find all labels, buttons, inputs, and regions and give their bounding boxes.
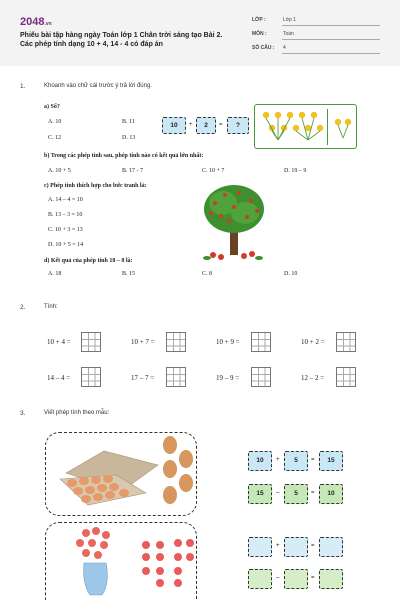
- q3-ex4-box-a[interactable]: [248, 569, 272, 589]
- q2-answer-grid-1[interactable]: [81, 332, 101, 352]
- q1a-option-a[interactable]: A. 10: [48, 119, 62, 125]
- q1-number: 1.: [20, 83, 26, 90]
- worksheet-header: [0, 0, 400, 66]
- q1-instruction: Khoanh vào chữ cái trước ý trả lời đúng.: [44, 83, 152, 89]
- q2-answer-grid-3[interactable]: [251, 332, 271, 352]
- q1d-option-d[interactable]: D. 10: [284, 271, 298, 277]
- q1a-option-b[interactable]: B. 11: [122, 119, 135, 125]
- q1b-option-c[interactable]: C. 10 + 7: [202, 168, 225, 174]
- q3-ex1-op2: =: [311, 457, 315, 463]
- q2-expr-8: 12 – 2 =: [301, 374, 325, 382]
- q2-expr-5: 14 – 4 =: [47, 374, 71, 382]
- q3-ex1-box-c: 15: [319, 451, 343, 471]
- q2-answer-grid-4[interactable]: [336, 332, 356, 352]
- q3-ex4-box-b[interactable]: [284, 569, 308, 589]
- q1a-op-plus: +: [189, 122, 193, 128]
- q3-ex4-op2: =: [311, 575, 315, 581]
- q2-expr-4: 10 + 2 =: [301, 338, 325, 346]
- q1d-option-b[interactable]: B. 15: [122, 271, 136, 277]
- meta-class: LỚP : Lớp 1: [252, 17, 297, 23]
- q1c-option-b[interactable]: B. 13 – 3 = 10: [48, 212, 83, 218]
- q1a-box-1: 10: [162, 117, 186, 134]
- eggs-picture-panel: [45, 432, 197, 516]
- q1d-label: d) Kết quả của phép tính 18 – 8 là:: [44, 258, 133, 264]
- q1a-option-c[interactable]: C. 12: [48, 135, 62, 141]
- q1b-label: b) Trong các phép tính sau, phép tính nào có kết quả lớn nhất:: [44, 153, 204, 159]
- q2-answer-grid-2[interactable]: [166, 332, 186, 352]
- q3-ex4-box-c[interactable]: [319, 569, 343, 589]
- q2-instruction: Tính:: [44, 304, 58, 310]
- q1a-option-d[interactable]: D. 13: [122, 135, 136, 141]
- q3-ex1-box-a: 10: [248, 451, 272, 471]
- site-logo[interactable]: 2048.vn: [20, 16, 52, 28]
- q3-ex2-op2: =: [311, 490, 315, 496]
- q3-ex4-op1: –: [276, 575, 280, 581]
- q1c-option-a[interactable]: A. 14 – 4 = 10: [48, 197, 83, 203]
- q2-expr-6: 17 – 7 =: [131, 374, 155, 382]
- q2-expr-2: 10 + 7 =: [131, 338, 155, 346]
- q2-answer-grid-8[interactable]: [336, 367, 356, 387]
- q3-ex3-op2: =: [311, 543, 315, 549]
- flowers-vase-picture-panel: [45, 522, 197, 600]
- q1a-label: a) Số?: [44, 104, 60, 110]
- q2-answer-grid-7[interactable]: [251, 367, 271, 387]
- egg-carton-icon: [46, 433, 196, 515]
- meta-question-count: SỐ CÂU : 4: [252, 45, 286, 51]
- q3-instruction: Viết phép tính theo mẫu:: [44, 410, 110, 416]
- q1a-op-equals: =: [219, 122, 223, 128]
- q3-ex3-box-a[interactable]: [248, 537, 272, 557]
- q2-answer-grid-5[interactable]: [81, 367, 101, 387]
- q2-expr-1: 10 + 4 =: [47, 338, 71, 346]
- q3-ex3-box-c[interactable]: [319, 537, 343, 557]
- q3-ex2-op1: –: [276, 490, 280, 496]
- q1c-option-c[interactable]: C. 10 + 3 = 13: [48, 227, 83, 233]
- q1b-option-b[interactable]: B. 17 - 7: [122, 168, 143, 174]
- flower-icon-group: [256, 106, 356, 148]
- q1d-option-c[interactable]: C. 8: [202, 271, 213, 277]
- q1c-label: c) Phép tính thích hợp cho bức tranh là:: [44, 183, 147, 189]
- q1b-option-d[interactable]: D. 19 – 9: [284, 168, 307, 174]
- meta-subject: MÔN : Toán: [252, 31, 294, 37]
- q3-ex1-op1: +: [276, 457, 280, 463]
- q3-ex3-op1: +: [276, 543, 280, 549]
- q3-number: 3.: [20, 410, 26, 417]
- q2-expr-3: 10 + 9 =: [216, 338, 240, 346]
- q3-ex2-box-c: 10: [319, 484, 343, 504]
- q1a-box-unknown[interactable]: ?: [227, 117, 249, 134]
- flower-vase-icon: [46, 523, 196, 599]
- q1a-box-2: 2: [196, 117, 216, 134]
- q1b-option-a[interactable]: A. 10 + 5: [48, 168, 71, 174]
- q2-number: 2.: [20, 304, 26, 311]
- worksheet-title: Phiếu bài tập hàng ngày Toán lớp 1 Chân trời sáng tạo Bài 2. Các phép tính dạng 10 + 4, 14 - 4 có đáp án: [20, 32, 223, 48]
- apple-tree-icon: [201, 183, 267, 263]
- q1d-option-a[interactable]: A. 18: [48, 271, 62, 277]
- q3-ex2-box-b: 5: [284, 484, 308, 504]
- q3-ex3-box-b[interactable]: [284, 537, 308, 557]
- q2-expr-7: 19 – 9 =: [216, 374, 240, 382]
- q3-ex2-box-a: 15: [248, 484, 272, 504]
- q3-ex1-box-b: 5: [284, 451, 308, 471]
- q2-answer-grid-6[interactable]: [166, 367, 186, 387]
- flowers-picture: [254, 104, 357, 149]
- q1c-option-d[interactable]: D. 10 + 5 = 14: [48, 242, 84, 248]
